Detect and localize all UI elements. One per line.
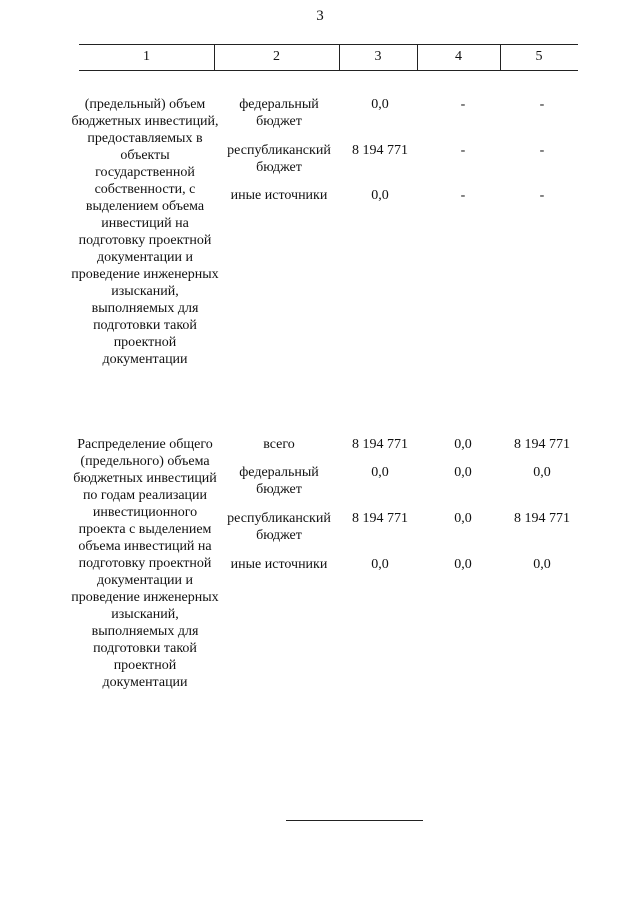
- section2-federal-col5: 0,0: [533, 465, 551, 480]
- section2-source-total: всего: [263, 437, 295, 452]
- section2-federal-col3: 0,0: [371, 465, 389, 480]
- header-col-5: 5: [535, 49, 543, 64]
- table-header-row: [79, 44, 578, 70]
- header-divider: [500, 44, 501, 70]
- section2-description: Распределение общего (предельного) объема бюджетных инвестиций по годам реализации инвестиционного проекта с выделением объема инвестиций на подготовку проектной документации и проведение инженерных изысканий, выполняемых для подготовки такой проектной документации: [71, 437, 219, 690]
- section1-federal-col4: -: [460, 97, 466, 112]
- section1-federal-col5: -: [539, 97, 545, 112]
- section2-total-col3: 8 194 771: [352, 437, 408, 452]
- section2-total-col5: 8 194 771: [514, 437, 570, 452]
- section2-republic-col4: 0,0: [454, 511, 472, 526]
- header-divider: [339, 44, 340, 70]
- header-divider: [214, 44, 215, 70]
- section1-other-col5: -: [539, 188, 545, 203]
- section1-republic-col3: 8 194 771: [352, 143, 408, 158]
- section2-source-republic: республиканский бюджет: [227, 511, 331, 543]
- section1-federal-col3: 0,0: [371, 97, 389, 112]
- section2-other-col4: 0,0: [454, 557, 472, 572]
- header-col-3: 3: [374, 49, 382, 64]
- section2-republic-col5: 8 194 771: [514, 511, 570, 526]
- section2-source-other: иные источники: [230, 557, 328, 572]
- section2-federal-col4: 0,0: [454, 465, 472, 480]
- section1-source-other: иные источники: [230, 188, 328, 203]
- page-number: 3: [316, 8, 324, 24]
- section2-other-col3: 0,0: [371, 557, 389, 572]
- section2-source-federal: федеральный бюджет: [239, 465, 319, 497]
- section2-other-col5: 0,0: [533, 557, 551, 572]
- header-col-4: 4: [455, 49, 462, 64]
- header-col-2: 2: [273, 49, 280, 64]
- section2-total-col4: 0,0: [454, 437, 472, 452]
- section1-description: (предельный) объем бюджетных инвестиций, предоставляемых в объекты государственной собственности, с выделением объема инвестиций на подготовку проектной документации и проведение инженерных изысканий, выполняемых для подготовки такой проектной документации: [71, 97, 219, 367]
- section1-republic-col5: -: [539, 143, 545, 158]
- closing-rule: [286, 820, 423, 821]
- header-col-1: 1: [143, 49, 150, 64]
- section1-other-col4: -: [460, 188, 466, 203]
- section1-republic-col4: -: [460, 143, 466, 158]
- section1-source-republic: республиканский бюджет: [227, 143, 331, 175]
- section1-source-federal: федеральный бюджет: [239, 97, 319, 129]
- table-header-bottom-border: [79, 70, 578, 71]
- section1-other-col3: 0,0: [371, 188, 389, 203]
- section2-republic-col3: 8 194 771: [352, 511, 408, 526]
- header-divider: [417, 44, 418, 70]
